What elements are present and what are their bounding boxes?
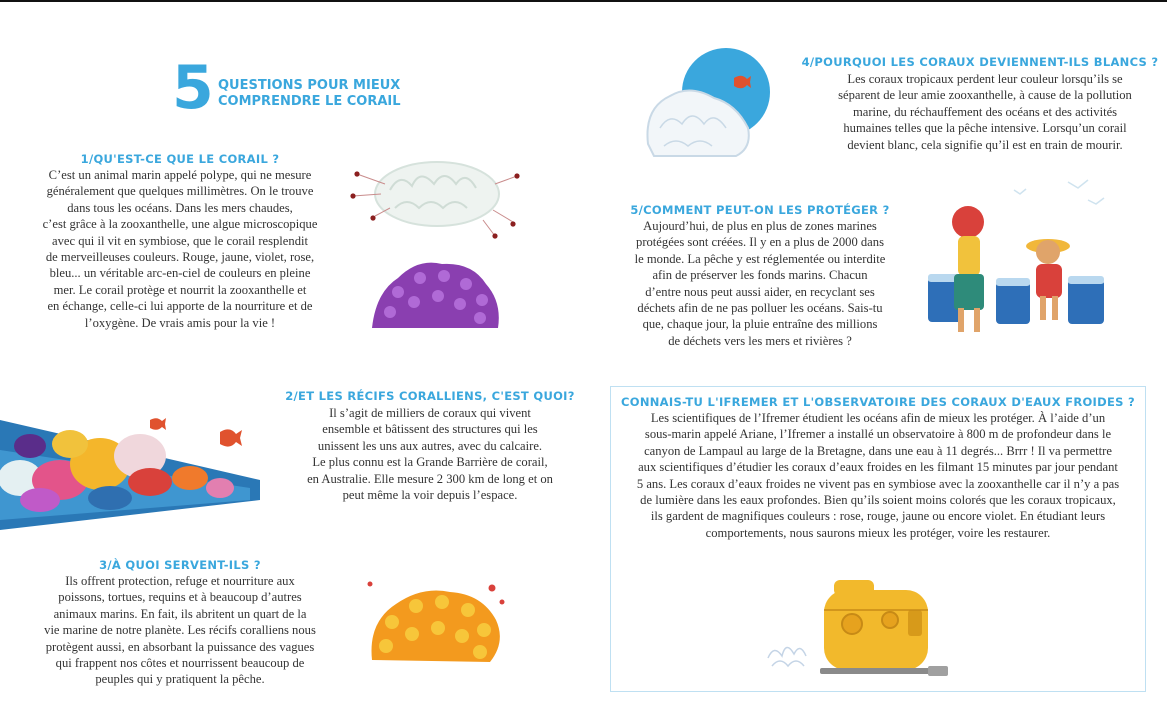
coral-reef-illustration: [0, 360, 270, 530]
text-line: déchets afin de ne pas polluer les océans. Sais-tu: [637, 301, 883, 316]
text-line: que, chaque jour, la pluie entraîne des millions: [642, 317, 878, 332]
text-line: marine, du réchauffement des océans et des activités: [852, 104, 1118, 119]
text-line: Les scientifiques de l’Ifremer étudient les océans afin de mieux les protéger. À l’aide d’un: [650, 411, 1106, 425]
text-line: ils gardent de magnifiques couleurs : rose, rouge, jaune ou encore violet. En étudiant leurs: [650, 509, 1106, 524]
text-line: qui frappent nos côtes et nourrissent beaucoup de: [55, 656, 305, 671]
purple-coral-illustration: [368, 252, 503, 334]
text-line: afin de préserver les fonds marins. Chacun: [652, 268, 868, 283]
text-line: canyon de Lampaul au large de la Bretagne, dans une eau à 11 degrés... Brrr ! Il va permettre: [644, 443, 1112, 458]
title-number: 5: [172, 53, 214, 123]
text-line: avec qui il vit en symbiose, que le corail resplendit: [51, 233, 308, 248]
text-line: généralement que quelques millimètres. On le trouve: [46, 184, 314, 199]
text-line: Les coraux tropicaux perdent leur couleur lorsqu’ils se: [847, 72, 1123, 86]
text-line: comportements, nous saurons mieux les protéger, voire les restaurer.: [705, 525, 1051, 540]
text-line: le monde. La pêche y est réglementée ou interdite: [634, 251, 886, 266]
children-recycling-illustration: [918, 170, 1118, 345]
title-line-2: COMPRENDRE LE CORAIL: [218, 94, 401, 109]
section-5-heading: 5/COMMENT PEUT-ON LES PROTÉGER ?: [630, 203, 890, 217]
text-line: Aujourd’hui, de plus en plus de zones marines: [643, 219, 877, 233]
text-line: peuples qui y pratiquent la pêche.: [95, 672, 265, 687]
text-line: poissons, tortues, requins et à beaucoup d’autres: [58, 590, 302, 605]
text-line: c’est grâce à la zooxanthelle, une algue microscopique: [42, 217, 318, 232]
text-line: de déchets vers les mers et rivières ?: [668, 333, 852, 348]
text-line: 5 ans. Les coraux d’eaux froides ne vivent pas en symbiose avec la zooxanthelle car il n’y a pas: [636, 476, 1120, 491]
section-3-body: [20, 573, 340, 688]
text-line: protègent aussi, en absorbant la puissance des vagues: [45, 639, 315, 654]
text-line: animaux marins. En fait, ils abritent un quart de la: [53, 606, 307, 621]
text-line: mer. Le corail protège et nourrit la zooxanthelle et: [53, 282, 307, 297]
text-line: l’oxygène. De vrais amis pour la vie !: [84, 315, 276, 330]
title-line-1: QUESTIONS POUR MIEUX: [218, 78, 401, 93]
text-line: dans tous les océans. Dans les mers chaudes,: [67, 200, 293, 215]
text-line: C’est un animal marin appelé polype, qui ne mesure: [48, 168, 312, 182]
text-line: devient blanc, cela signifie qu’il est en train de mourir.: [847, 137, 1123, 152]
text-line: Le plus connu est la Grande Barrière de corail,: [312, 455, 548, 470]
text-line: Ils offrent protection, refuge et nourriture aux: [65, 574, 295, 588]
text-line: humaines telles que la pêche intensive. Lorsqu’un corail: [843, 121, 1127, 136]
text-line: protégées sont créées. Il y en a plus de 2000 dans: [636, 235, 884, 250]
text-line: Il s’agit de milliers de coraux qui vivent: [329, 406, 531, 420]
text-line: d’entre nous peut aussi aider, en recyclant ses: [645, 284, 875, 299]
submarine-observatory-illustration: [760, 570, 960, 685]
section-4-heading: 4/POURQUOI LES CORAUX DEVIENNENT-ILS BLANCS ?: [801, 55, 1159, 69]
text-line: peut même la voir depuis l’espace.: [342, 488, 518, 503]
text-line: bleu... un véritable arc-en-ciel de couleurs en pleine: [49, 266, 311, 281]
text-line: de merveilleuses couleurs. Rouge, jaune, violet, rose,: [45, 250, 315, 265]
white-polyp-illustration: [345, 150, 525, 240]
section-3-heading: 3/À QUOI SERVENT-ILS ?: [99, 558, 261, 572]
text-line: vie marine de notre planète. Les récifs coralliens nous: [44, 623, 316, 638]
orange-coral-illustration: [362, 572, 512, 672]
text-line: séparent de leur amie zooxanthelle, à cause de la pollution: [838, 88, 1132, 103]
section-6-body: [615, 410, 1141, 541]
text-line: ensemble et bâtissent des structures qui les: [322, 422, 538, 437]
section-1-body: [20, 167, 340, 331]
text-line: sous-marin appelé Ariane, l’Ifremer a installé un observatoire à 800 m de profondeur dans le: [644, 427, 1112, 442]
text-line: aux scientifiques d’étudier les coraux d’eaux froides en les filmant 15 minutes par jour pendant: [638, 460, 1118, 475]
text-line: unissent les uns aux autres, avec du calcaire.: [317, 438, 543, 453]
page-top-border: [0, 0, 1167, 2]
section-1-heading: 1/QU'EST-CE QUE LE CORAIL ?: [80, 152, 280, 166]
text-line: en échange, celle-ci lui apporte de la nourriture et de: [47, 299, 313, 314]
section-2-heading: 2/ET LES RÉCIFS CORALLIENS, C'EST QUOI?: [285, 389, 575, 403]
section-2-body: [275, 405, 585, 503]
text-line: en Australie. Elle mesure 2 300 km de long et on: [307, 471, 553, 486]
text-line: de lumière dans les eaux profondes. Bien qu’ils soient moins colorés que les coraux tropicaux,: [640, 493, 1116, 508]
section-5-body: [610, 218, 910, 349]
section-6-heading: CONNAIS-TU L'IFREMER ET L'OBSERVATOIRE DES CORAUX D'EAUX FROIDES ?: [621, 395, 1135, 409]
bleached-coral-illustration: [640, 48, 780, 160]
section-4-body: [810, 71, 1160, 153]
